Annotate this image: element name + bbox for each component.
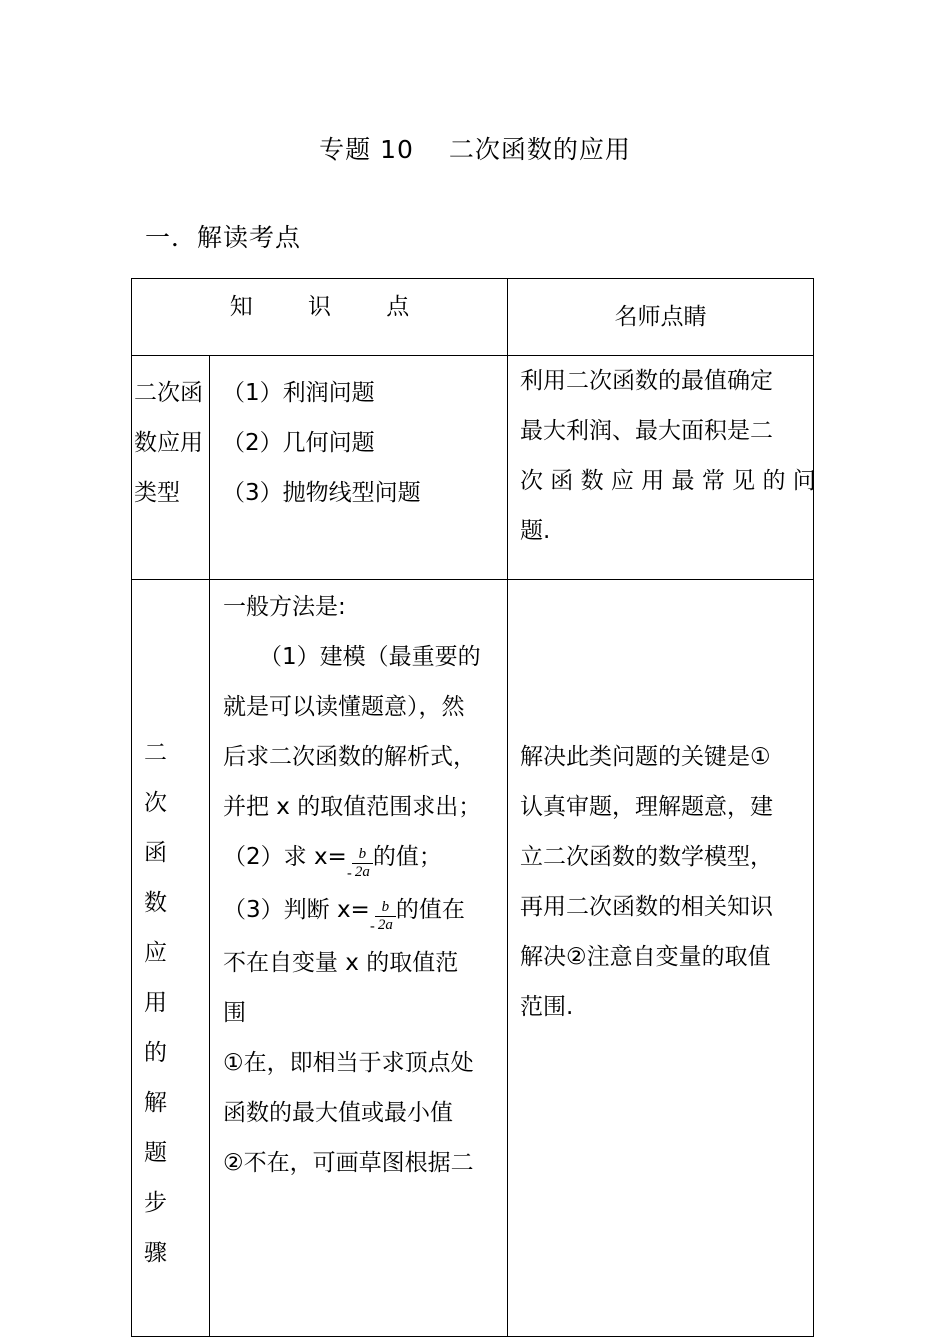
step-line: 函数的最大值或最小值 xyxy=(223,1100,453,1126)
type-item: （1）利润问题 xyxy=(222,380,375,406)
type-item: （2）几何问题 xyxy=(222,430,375,456)
step-line: 后求二次函数的解析式， xyxy=(223,744,476,770)
note-line: 次 函 数 应 用 最 常 见 的 问 xyxy=(520,468,816,494)
note-line: 认真审题，理解题意，建 xyxy=(520,794,773,820)
type-label-cell xyxy=(132,356,210,580)
minus-sign: - xyxy=(346,866,352,882)
steps-label-line: 二次 xyxy=(144,740,185,816)
header-knowledge-cell xyxy=(132,279,508,356)
fraction-numerator: b xyxy=(375,899,396,917)
step-line: ①在，即相当于求顶点处 xyxy=(223,1050,474,1076)
note-line: 最大利润、最大面积是二 xyxy=(520,418,773,444)
minus-sign: - xyxy=(369,919,375,935)
type-item: （3）抛物线型问题 xyxy=(222,480,421,506)
header-teacher: 名师点睛 xyxy=(508,279,814,356)
step-text: 的值在 xyxy=(395,897,465,923)
step-text: 的值； xyxy=(372,844,442,870)
note-line: 解决此类问题的关键是① xyxy=(520,744,771,770)
steps-label-line: 应用 xyxy=(144,940,185,1016)
step-line: ②不在，可画草图根据二 xyxy=(223,1150,474,1176)
fraction-b-over-2a xyxy=(352,846,373,881)
steps-cell xyxy=(210,580,508,1337)
step-line: 就是可以读懂题意），然 xyxy=(223,694,465,720)
step-line: 一般方法是: xyxy=(223,594,346,620)
type-list-cell xyxy=(210,356,508,580)
step-text: （2）求 x= xyxy=(223,844,347,870)
note-line: 利用二次函数的最值确定 xyxy=(520,368,773,394)
fraction-denominator: 2a xyxy=(354,864,370,880)
type-label-line: 二次函 xyxy=(134,380,203,406)
type-note-cell xyxy=(508,356,814,580)
fraction-numerator: b xyxy=(352,846,373,864)
steps-label-line: 骤 xyxy=(144,1240,185,1266)
header-knowledge: 知 识 点 xyxy=(229,294,434,320)
steps-label-cell xyxy=(132,580,210,1337)
step-line-vertex xyxy=(223,832,497,885)
type-label-line: 数应用 xyxy=(134,430,203,456)
steps-note-cell xyxy=(508,580,814,1337)
knowledge-table xyxy=(131,278,814,1337)
note-line: 解决②注意自变量的取值 xyxy=(520,944,771,970)
note-line: 立二次函数的数学模型， xyxy=(520,844,773,870)
page-title: 专题 10 二次函数的应用 xyxy=(319,135,631,164)
note-line: 范围. xyxy=(520,994,574,1020)
step-line: （1）建模（最重要的 xyxy=(259,644,481,670)
note-block xyxy=(520,580,813,1032)
section-heading: 一．解读考点 xyxy=(145,223,302,252)
step-text: （3）判断 x= xyxy=(223,897,370,923)
step-line: 围 xyxy=(223,1000,246,1026)
step-line: 不在自变量 x 的取值范 xyxy=(223,950,459,976)
steps-label-line: 题步 xyxy=(144,1140,185,1216)
steps-label-line: 的解 xyxy=(144,1040,185,1116)
type-label-line: 类型 xyxy=(134,480,180,506)
fraction-denominator: 2a xyxy=(377,917,393,933)
step-line-judge xyxy=(223,885,497,938)
note-line: 再用二次函数的相关知识 xyxy=(520,894,773,920)
step-line: 并把 x 的取值范围求出； xyxy=(223,794,482,820)
steps-label-line: 函数 xyxy=(144,840,185,916)
note-line: 题. xyxy=(520,518,551,544)
fraction-b-over-2a xyxy=(375,899,396,934)
